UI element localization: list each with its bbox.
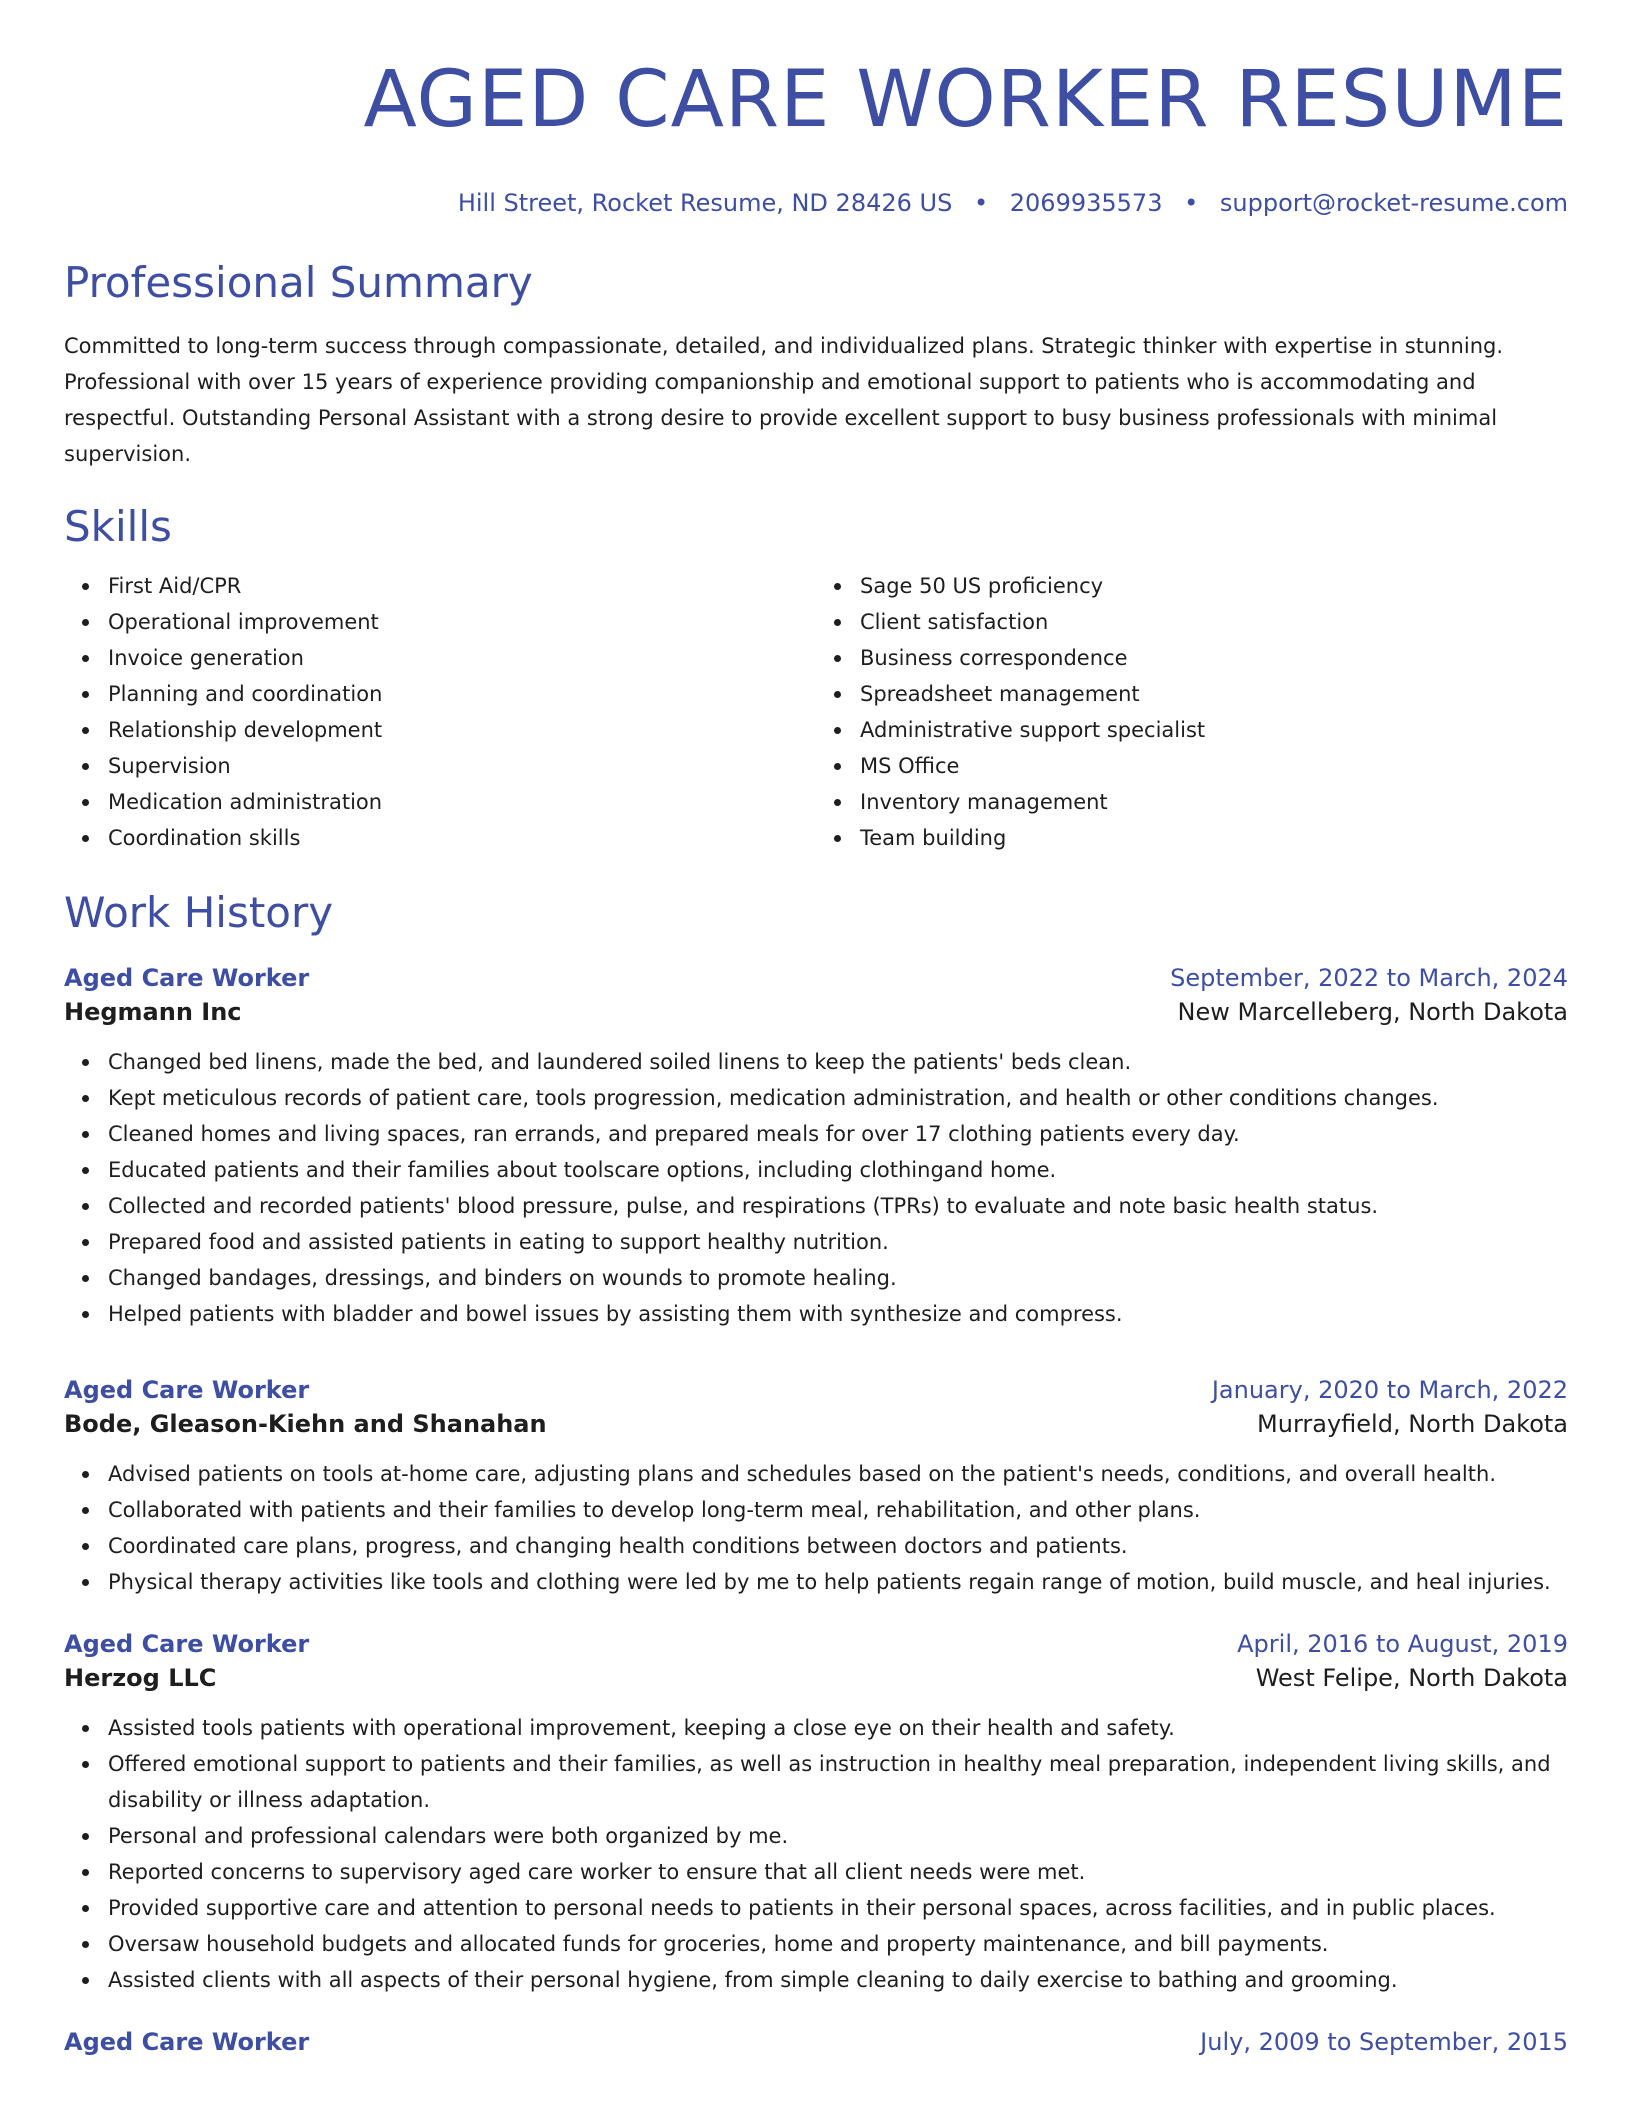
skill-item: Coordination skills (108, 820, 816, 856)
job-duty: Assisted tools patients with operational improvement, keeping a close eye on their health and safety. (108, 1710, 1568, 1746)
job-duty: Collected and recorded patients' blood pressure, pulse, and respirations (TPRs) to evaluate and note basic health status. (108, 1188, 1568, 1224)
skills-list-left (64, 568, 816, 856)
skill-item: MS Office (860, 748, 1568, 784)
job-company-row (64, 994, 1568, 1030)
job-header-row (64, 962, 1568, 994)
job-location: New Marcelleberg, North Dakota (1177, 998, 1568, 1026)
job-entry (64, 962, 1568, 1346)
skill-item: Relationship development (108, 712, 816, 748)
job-duty: Physical therapy activities like tools and clothing were led by me to help patients regain range of motion, build muscle, and heal injuries. (108, 1564, 1568, 1600)
skill-item: Operational improvement (108, 604, 816, 640)
job-dates: January, 2020 to March, 2022 (1211, 1376, 1568, 1404)
job-duty: Reported concerns to supervisory aged care worker to ensure that all client needs were met. (108, 1854, 1568, 1890)
resume-title: AGED CARE WORKER RESUME (363, 55, 1568, 145)
job-location: Murrayfield, North Dakota (1257, 1410, 1568, 1438)
job-company: Bode, Gleason-Kiehn and Shanahan (64, 1410, 547, 1438)
job-title: Aged Care Worker (64, 964, 310, 992)
skill-item: Spreadsheet management (860, 676, 1568, 712)
job-duty: Assisted clients with all aspects of their personal hygiene, from simple cleaning to daily exercise to bathing and grooming. (108, 1962, 1568, 1998)
job-duty: Oversaw household budgets and allocated funds for groceries, home and property maintenance, and bill payments. (108, 1926, 1568, 1962)
job-duty: Kept meticulous records of patient care, tools progression, medication administration, and health or other conditions changes. (108, 1080, 1568, 1116)
job-duty: Prepared food and assisted patients in eating to support healthy nutrition. (108, 1224, 1568, 1260)
job-dates: July, 2009 to September, 2015 (1200, 2028, 1568, 2056)
work-history-heading: Work History (64, 888, 334, 937)
job-duties-list (64, 1044, 1568, 1332)
job-company: Herzog LLC (64, 1664, 217, 1692)
job-title: Aged Care Worker (64, 1630, 310, 1658)
job-entry (64, 1374, 1568, 1600)
job-duty: Helped patients with bladder and bowel issues by assisting them with synthesize and compress. (108, 1296, 1568, 1332)
job-company-row (64, 1406, 1568, 1442)
skill-item: Administrative support specialist (860, 712, 1568, 748)
job-spacer (64, 1332, 1568, 1346)
job-duty: Advised patients on tools at-home care, adjusting plans and schedules based on the patient's needs, conditions, and overall health. (108, 1456, 1568, 1492)
contact-email[interactable]: support@rocket-resume.com (1219, 189, 1568, 217)
job-header-row (64, 1628, 1568, 1660)
skill-item: First Aid/CPR (108, 568, 816, 604)
work-history-list (64, 962, 1568, 2058)
skill-item: Inventory management (860, 784, 1568, 820)
skill-item: Invoice generation (108, 640, 816, 676)
job-dates: September, 2022 to March, 2024 (1170, 964, 1568, 992)
contact-separator: • (1184, 189, 1199, 217)
job-title: Aged Care Worker (64, 1376, 310, 1404)
job-duty: Changed bandages, dressings, and binders on wounds to promote healing. (108, 1260, 1568, 1296)
summary-text: Committed to long-term success through compassionate, detailed, and individualized plans. Strategic thinker with expertise in stunning. Professional with over 15 years of experience providing companionship and emotional support to patients who is accommodating and respectful. Outstanding Personal Assistant with a strong desire to provide excellent support to busy business professionals with minimal supervision. (64, 334, 1504, 466)
job-duties-list (64, 1710, 1568, 1998)
skill-item: Business correspondence (860, 640, 1568, 676)
skill-item: Planning and coordination (108, 676, 816, 712)
contact-address: Hill Street, Rocket Resume, ND 28426 US (457, 189, 953, 217)
skills-heading: Skills (64, 502, 172, 551)
contact-line (64, 188, 1568, 218)
job-dates: April, 2016 to August, 2019 (1237, 1630, 1568, 1658)
job-duty: Provided supportive care and attention to personal needs to patients in their personal spaces, across facilities, and in public places. (108, 1890, 1568, 1926)
skill-item: Client satisfaction (860, 604, 1568, 640)
summary-heading: Professional Summary (64, 258, 533, 307)
job-header-row (64, 2026, 1568, 2058)
job-company-row (64, 1660, 1568, 1696)
skills-grid (64, 568, 1568, 856)
skill-item: Medication administration (108, 784, 816, 820)
job-duty: Offered emotional support to patients and their families, as well as instruction in healthy meal preparation, independent living skills, and disability or illness adaptation. (108, 1746, 1568, 1818)
job-location: West Felipe, North Dakota (1255, 1664, 1568, 1692)
skill-item: Team building (860, 820, 1568, 856)
job-duty: Coordinated care plans, progress, and changing health conditions between doctors and patients. (108, 1528, 1568, 1564)
job-duty: Educated patients and their families about toolscare options, including clothingand home. (108, 1152, 1568, 1188)
job-duty: Cleaned homes and living spaces, ran errands, and prepared meals for over 17 clothing patients every day. (108, 1116, 1568, 1152)
job-header-row (64, 1374, 1568, 1406)
job-duty: Collaborated with patients and their families to develop long-term meal, rehabilitation, and other plans. (108, 1492, 1568, 1528)
skills-list-right (816, 568, 1568, 856)
job-duty: Personal and professional calendars were both organized by me. (108, 1818, 1568, 1854)
contact-phone: 2069935573 (1009, 189, 1163, 217)
job-company: Hegmann Inc (64, 998, 242, 1026)
job-entry (64, 2026, 1568, 2058)
skill-item: Supervision (108, 748, 816, 784)
job-duty: Changed bed linens, made the bed, and laundered soiled linens to keep the patients' beds clean. (108, 1044, 1568, 1080)
job-title: Aged Care Worker (64, 2028, 310, 2056)
job-duties-list (64, 1456, 1568, 1600)
contact-separator: • (973, 189, 989, 217)
skill-item: Sage 50 US proficiency (860, 568, 1568, 604)
job-entry (64, 1628, 1568, 1998)
